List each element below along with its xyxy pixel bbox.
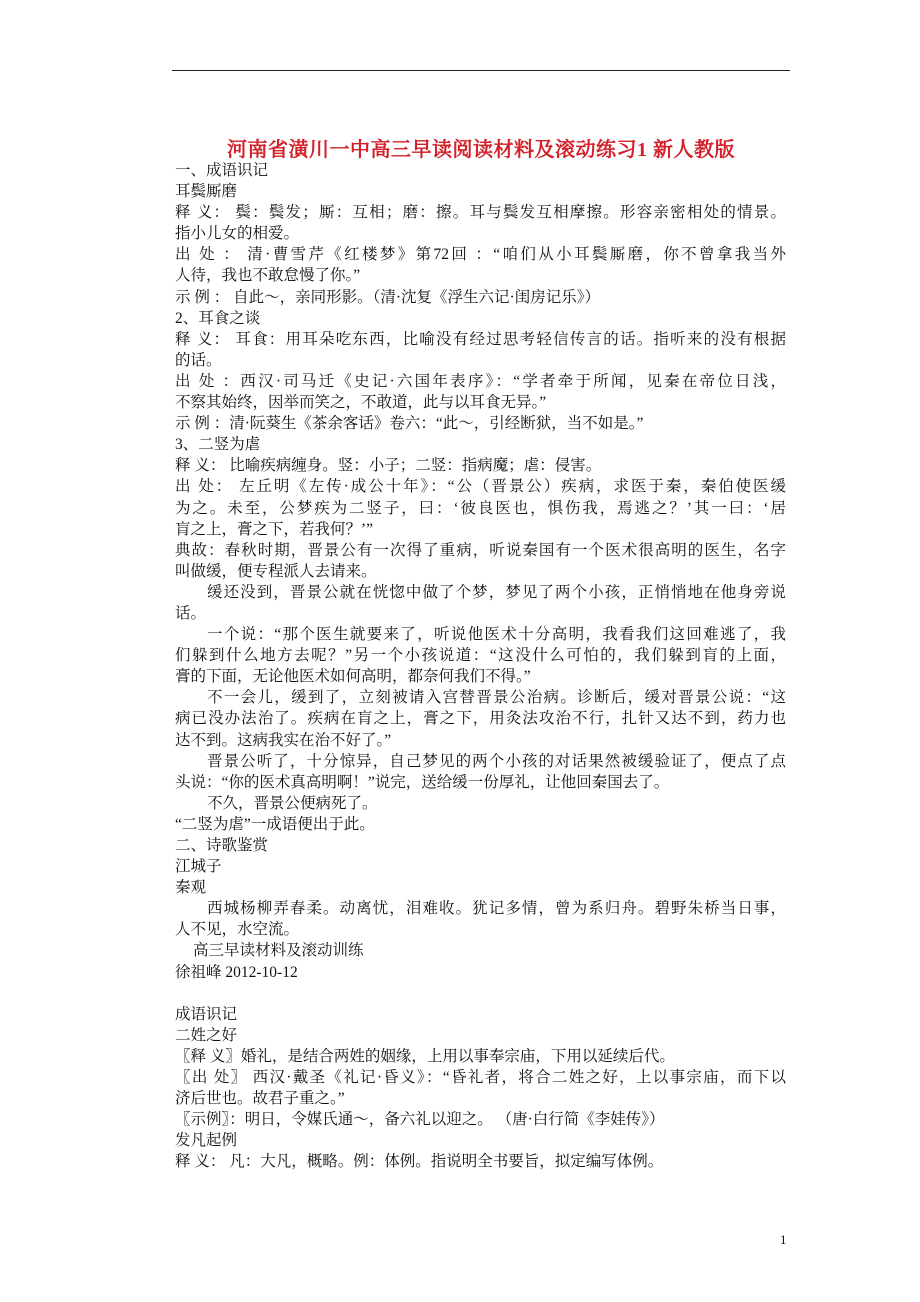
poem-line: 西城杨柳弄春柔。动离忧，泪难收。犹记多情，曾为系归舟。碧野朱桥当日事， xyxy=(207,900,786,918)
text-line: 晋景公听了，十分惊异，自己梦见的两个小孩的对话果然被缓验证了，便点了点 xyxy=(207,752,786,770)
poem-author: 秦观 xyxy=(175,879,207,897)
text-line: 为之。未至，公梦疾为二竖子，曰：‘彼良医也，惧伤我，焉逃之？’其一曰：‘居 xyxy=(175,499,786,517)
text-line: 缓还没到，晋景公就在恍惚中做了个梦，梦见了两个小孩，正悄悄地在他身旁说 xyxy=(207,583,786,601)
text-line: 释 义： 凡：大凡，概略。例：体例。指说明全书要旨，拟定编写体例。 xyxy=(175,1153,664,1171)
text-line: 出 处 ： 清·曹雪芹《红楼梦》第72回 ：“咱们从小耳鬓厮磨，你不曾拿我当外 xyxy=(175,246,786,264)
text-line: 话。 xyxy=(175,604,207,622)
text-line: 释 义： 耳食：用耳朵吃东西，比喻没有经过思考轻信传言的话。指听来的没有根据 xyxy=(175,330,786,348)
text-line: 们躲到什么地方去呢？”另一个小孩说道：“这没什么可怕的，我们躲到肓的上面， xyxy=(175,647,786,665)
text-line: 示 例 ：清·阮葵生《茶余客话》卷六：“此～，引经断狱，当不如是。” xyxy=(175,415,644,433)
text-line: 膏的下面，无论他医术如何高明，都奈何我们不得。” xyxy=(175,668,531,686)
text-line: 达不到。这病我实在治不好了。” xyxy=(175,731,392,749)
text-line: 不一会儿，缓到了，立刻被请入宫替晋景公治病。诊断后，缓对晋景公说：“这 xyxy=(207,689,786,707)
text-line: 的话。 xyxy=(175,351,222,369)
section-heading: 成语识记 xyxy=(175,1005,238,1023)
subtitle: 高三早读材料及滚动训练 xyxy=(193,942,364,960)
text-line: 释 义： 鬓：鬓发；厮：互相；磨：擦。耳与鬓发互相摩擦。形容亲密相处的情景。 xyxy=(175,204,786,222)
text-line: 肓之上，膏之下，若我何？’” xyxy=(175,520,374,538)
text-line: 释 义： 比喻疾病缠身。竖：小子；二竖：指病魔；虐：侵害。 xyxy=(175,457,602,475)
text-line: 示 例 ： 自此～，亲同形影。（清·沈复《浮生六记·闺房记乐》） xyxy=(175,288,600,306)
page-number: 1 xyxy=(780,1232,787,1247)
text-line: 不察其始终，因举而笑之，不敢道，此与以耳食无异。” xyxy=(175,394,547,412)
text-line: 人待，我也不敢怠慢了你。” xyxy=(175,267,361,285)
text-line: 〖释 义〗婚礼，是结合两姓的姻缘，上用以事奉宗庙，下用以延续后代。 xyxy=(175,1047,675,1065)
document-title: 河南省潢川一中高三早读阅读材料及滚动练习1 新人教版 xyxy=(227,139,735,161)
idiom-heading: 二姓之好 xyxy=(175,1026,238,1044)
poem-title: 江城子 xyxy=(175,858,222,876)
document-body xyxy=(175,160,786,1173)
idiom-heading: 耳鬓厮磨 xyxy=(175,183,238,201)
text-line: 出 处 ：西汉·司马迁《史记·六国年表序》：“学者牵于所闻，见秦在帝位日浅， xyxy=(175,372,786,390)
text-line: 典故：春秋时期，晋景公有一次得了重病，听说秦国有一个医术很高明的医生，名字 xyxy=(175,541,786,559)
idiom-heading: 2、耳食之谈 xyxy=(175,309,261,327)
section-heading: 一、成语识记 xyxy=(175,162,269,179)
section-heading: 二、诗歌鉴赏 xyxy=(175,837,269,854)
text-line: 不久，晋景公便病死了。 xyxy=(207,794,378,812)
idiom-heading: 发凡起例 xyxy=(175,1132,238,1150)
text-line: 指小儿女的相爱。 xyxy=(175,225,300,243)
idiom-heading: 3、二竖为虐 xyxy=(175,436,261,454)
text-line: 一个说：“那个医生就要来了，听说他医术十分高明，我看我们这回难逃了，我 xyxy=(207,626,786,644)
text-line: 头说：“你的医术真高明啊！”说完，送给缓一份厚礼，让他回秦国去了。 xyxy=(175,773,670,791)
header-rule xyxy=(172,70,790,71)
poem-line: 人不见，水空流。 xyxy=(175,921,300,939)
author-date: 徐祖峰 2012-10-12 xyxy=(175,963,298,981)
blank-line xyxy=(175,983,786,1004)
text-line: “二竖为虐”一成语便出于此。 xyxy=(175,815,375,833)
text-line: 出 处： 左丘明《左传·成公十年》：“公（晋景公）疾病，求医于秦，秦伯使医缓 xyxy=(175,478,786,496)
text-line: 叫做缓，便专程派人去请来。 xyxy=(175,562,377,580)
text-line: 济后世也。故君子重之。” xyxy=(175,1090,345,1108)
text-line: 病已没办法治了。疾病在肓之上，膏之下，用灸法攻治不行，扎针又达不到，药力也 xyxy=(175,710,786,728)
text-line: 〖示例〗：明日，令媒氏通～，备六礼以迎之。 （唐·白行简《李娃传》） xyxy=(175,1111,665,1129)
text-line: 〖出 处〗 西汉·戴圣《礼记·昏义》：“昏礼者，将合二姓之好，上以事宗庙，而下以 xyxy=(175,1069,786,1087)
